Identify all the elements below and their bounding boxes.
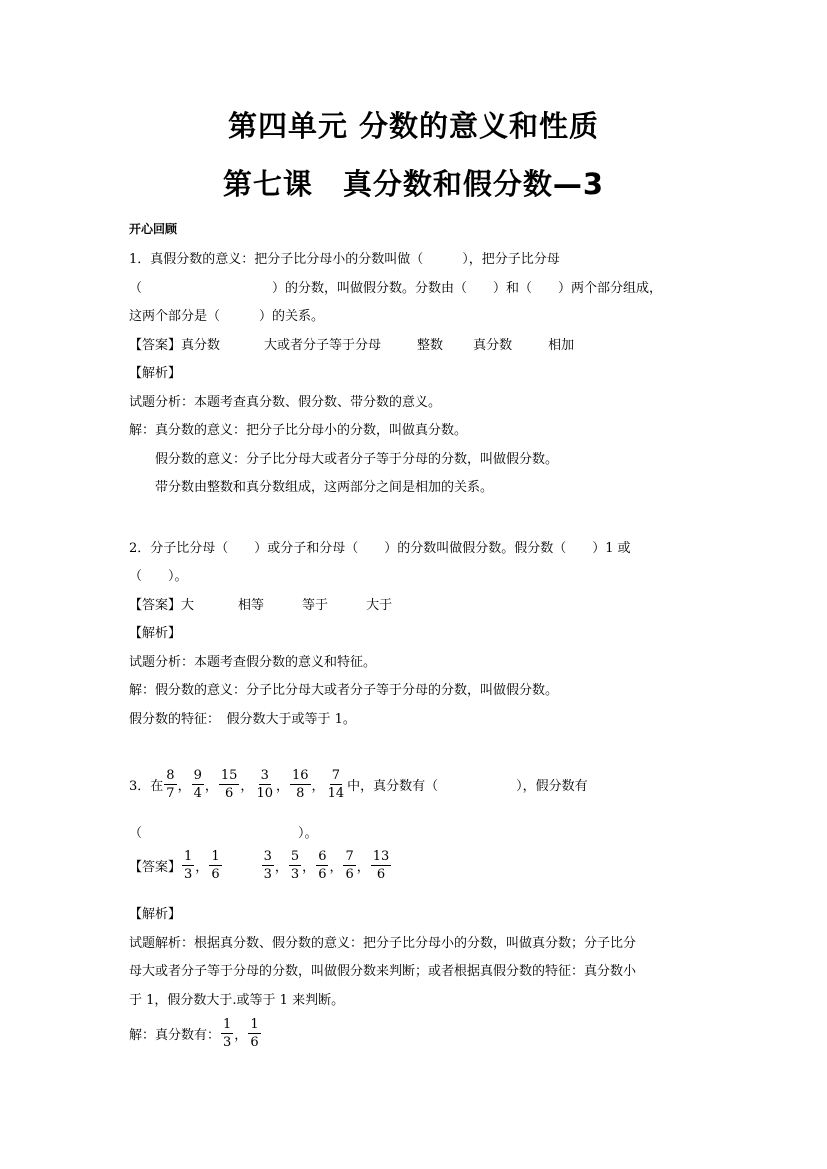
q3-fraction-6 [326,768,347,801]
q2-answer-3: 等于 [302,598,329,613]
lesson-title: 第七课 真分数和假分数—3 [222,167,605,201]
denominator: 6 [211,867,220,882]
q1-solution-3: 带分数由整数和真分数组成，这两部分之间是相加的关系。 [155,480,494,495]
numerator: 6 [318,849,327,864]
q3-fraction-4 [254,768,275,801]
q3-line-2: （ ）。 [129,826,318,841]
q2-line-1: 2．分子比分母（ ）或分子和分母（ ）的分数叫做假分数。假分数（ ）1 或 [129,541,631,556]
numerator: 13 [372,849,390,864]
q2-solution-2: 假分数的特征： 假分数大于或等于 1。 [129,712,356,727]
denominator: 8 [296,786,305,801]
numerator: 5 [290,849,300,864]
separator: ， [240,779,254,794]
denominator: 6 [225,786,234,801]
q1-answer-1: 真分数 [181,338,221,353]
separator: ， [274,860,288,875]
q3-answer-label: 【答案】 [129,860,182,875]
denominator: 6 [345,867,354,882]
denominator: 3 [263,867,272,882]
q3-answer-proper-1 [182,849,194,882]
q2-answer-2: 相等 [238,598,265,613]
numerator: 7 [345,849,354,864]
q1-line-3: 这两个部分是（ ）的关系。 [129,309,325,324]
denominator: 3 [184,867,193,882]
q3-fraction-3 [219,768,240,801]
q3-analysis-2: 母大或者分子等于分母的分数，叫做假分数来判断；或者根据真假分数的特征：真分数小 [129,964,637,979]
q2-analysis-label: 【解析】 [129,626,182,641]
q3-solution-fraction-2 [248,1017,260,1050]
numerator: 7 [331,768,340,783]
q3-solution [129,1017,262,1050]
denominator: 6 [376,867,386,882]
q3-solution-fraction-1 [221,1017,233,1050]
q1-line-1: 1．真假分数的意义：把分子比分母小的分数叫做（ ），把分子比分母 [129,252,560,267]
numerator: 3 [260,768,269,783]
q2-answer-4: 大于 [366,598,393,613]
q1-answer-2: 大或者分子等于分母 [264,338,382,353]
q3-suffix: 中，真分数有（ ），假分数有 [347,779,588,794]
denominator: 10 [256,786,273,801]
q2-answer-label: 【答案】 [129,598,182,613]
numerator: 1 [223,1017,232,1032]
q3-analysis-label: 【解析】 [129,907,182,922]
separator: ， [329,860,343,875]
q3-analysis-3: 于 1，假分数大于.或等于 1 来判断。 [129,993,345,1008]
denominator: 7 [166,786,175,801]
q2-analysis: 试题分析：本题考查假分数的意义和特征。 [129,655,377,670]
denominator: 3 [290,867,300,882]
separator: ， [177,779,191,794]
q3-analysis-1: 试题解析：根据真分数、假分数的意义：把分子比分母小的分数，叫做真分数；分子比分 [129,936,637,951]
q3-answer-improper-2 [289,849,301,882]
q1-answer [129,334,574,353]
q2-answer-1: 大 [181,598,195,613]
separator: ， [302,860,316,875]
numerator: 1 [250,1017,259,1032]
q3-solution-prefix: 解：真分数有： [129,1028,221,1043]
numerator: 3 [263,849,272,864]
q1-answer-5: 相加 [548,338,575,353]
denominator: 4 [193,786,202,801]
section-label: 开心回顾 [129,222,178,236]
q3-answer-proper-2 [209,849,221,882]
q1-analysis-label: 【解析】 [129,366,182,381]
q1-line-2: （ ）的分数，叫做假分数。分数由（ ）和（ ）两个部分组成， [129,281,663,296]
q2-solution-1: 解：假分数的意义：分子比分母大或者分子等于分母的分数，叫做假分数。 [129,683,559,698]
separator: ， [275,779,289,794]
separator: ， [204,779,218,794]
numerator: 1 [211,849,220,864]
q3-prefix: 3．在 [129,779,164,794]
numerator: 1 [184,849,193,864]
q3-answer-improper-4 [343,849,355,882]
q3-fraction-2 [192,768,204,801]
q3-answer-improper-1 [262,849,274,882]
q3-fraction-5 [290,768,311,801]
q2-line-2: （ ）。 [129,569,188,584]
q1-answer-4: 真分数 [473,338,513,353]
q3-fraction-1 [164,768,176,801]
q3-line-1 [129,768,588,801]
q3-answer-improper-3 [316,849,328,882]
separator: ， [356,860,370,875]
q1-analysis: 试题分析：本题考查真分数、假分数、带分数的意义。 [129,395,442,410]
numerator: 9 [193,768,202,783]
q2-answer [129,594,392,613]
numerator: 15 [220,768,238,783]
q1-answer-label: 【答案】 [129,338,182,353]
separator: ， [234,1028,248,1043]
q1-solution-2: 假分数的意义：分子比分母大或者分子等于分母的分数，叫做假分数。 [155,452,559,467]
unit-title: 第四单元 分数的意义和性质 [227,109,600,143]
separator: ， [195,860,209,875]
denominator: 14 [327,786,345,801]
q1-answer-3: 整数 [417,338,444,353]
q3-answer [129,849,392,882]
separator: ， [311,779,325,794]
denominator: 6 [318,867,327,882]
denominator: 6 [250,1035,259,1050]
numerator: 16 [292,768,309,783]
q1-solution-1: 解：真分数的意义：把分子比分母小的分数，叫做真分数。 [129,423,468,438]
numerator: 8 [166,768,175,783]
denominator: 3 [223,1035,232,1050]
q3-answer-improper-5 [371,849,392,882]
